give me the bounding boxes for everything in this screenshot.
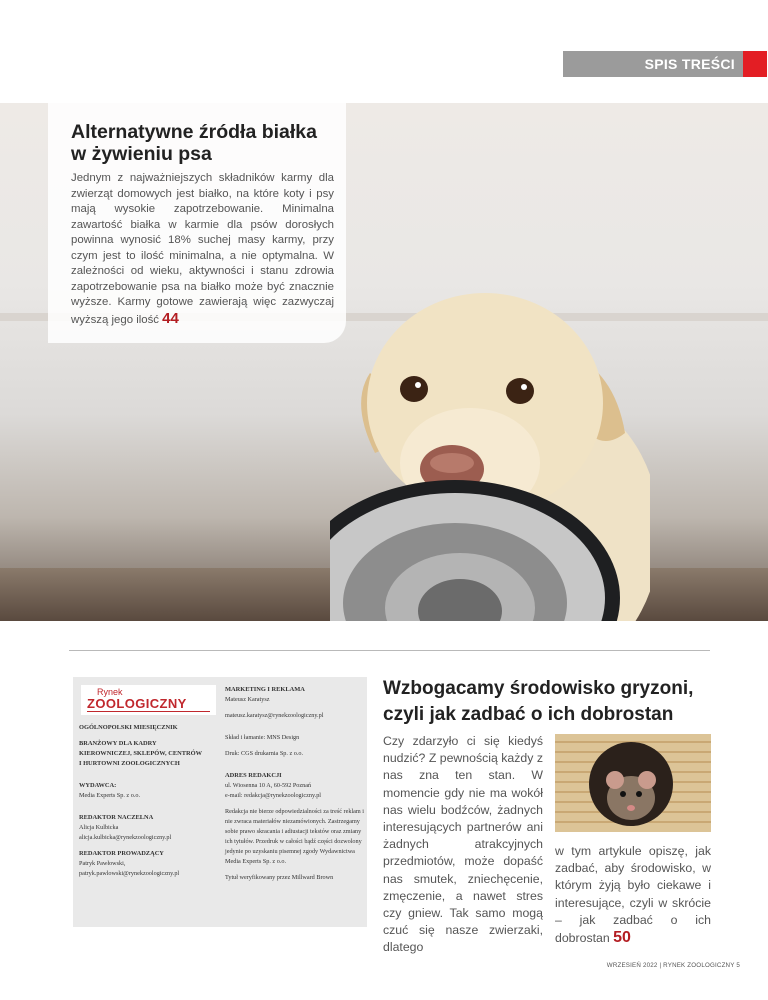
article-lead-col1: Czy zdarzyło ci się kiedyś nudzić? Z pewnością każdy z nas zna ten stan. W momencie gdy nie ma wokół nas wielu bodźców, żadnych interesujących partnerów ani żadnych atrakcyjnych przedmiotów, może dopaść nas smutek, zniechęcenie, zmęczenie, a nawet stres czy gniew. Tak samo mogą czuć się nasze zwierzaki, dlatego — [383, 734, 543, 955]
page-number[interactable]: 44 — [162, 309, 179, 327]
article-title: Alternatywne źródła białka w żywieniu psa — [71, 121, 317, 165]
article-lead-col2: w tym artykule opiszę, jak zadbać, aby środowisko, w którym żyją było ciekawe i interesujące, czyli w skrócie – jak zadbać o ich dobrostan 50 — [555, 844, 711, 947]
managing-editor-email: patryk.pawlowski@rynekzoologiczny.pl — [79, 870, 180, 877]
section-accent — [743, 51, 767, 77]
dog-with-bowl-illustration — [330, 203, 650, 621]
publisher-label: WYDAWCA: — [79, 782, 117, 789]
marketing-email: mateusz.karatysz@rynekzoologiczny.pl — [225, 712, 324, 719]
article-teaser-protein[interactable] — [48, 103, 346, 343]
publisher-name: Media Experts Sp. z o.o. — [79, 792, 141, 799]
section-tab — [563, 51, 767, 77]
managing-editor-label: REDAKTOR PROWADZĄCY — [79, 850, 164, 857]
article-title-rodents[interactable]: Wzbogacamy środowisko gryzoni, czyli jak zadbać o ich dobrostan — [383, 678, 694, 725]
section-label: SPIS TREŚCI — [644, 56, 735, 72]
editor-label: REDAKTOR NACZELNA — [79, 814, 154, 821]
section-divider — [69, 650, 710, 651]
imprint-box — [73, 677, 367, 927]
disclaimer: Redakcja nie bierze odpowiedzialności za treść reklam i nie zwraca materiałów niezamówionych. Zastrzegamy sobie prawo skracania i adiustacji tekstów oraz zmiany ich tytułów. Przedruk w całości bądź części dozwolony jedynie po uzyskaniu pisemnej zgody Wydawnictwa Media Experts Sp. z o.o. — [225, 808, 364, 865]
page-number[interactable]: 50 — [613, 929, 631, 947]
imprint-right-column: MARKETING I REKLAMA Mateusz Karatysz mateusz.karatysz@rynekzoologiczny.pl Skład i łamanie: MNS Design Druk: CGS drukarnia Sp. z o.o. ADRES REDAKCJI ul. Wiosenna 10 A, 60-592 Poznań e-mail: redakcja@rynekzoologiczny.pl Redakcja nie bierze odpowiedzialności za treść reklam i nie zwraca materiałów niezamówionych. Zastrzegamy sobie prawo skracania i adiustacji tekstów oraz zmiany ich tytułów. Przedruk w całości bądź części dozwolony jedynie po uzyskaniu pisemnej zgody Wydawnictwa Media Experts Sp. z o.o. Tytuł weryfikowany przez Millward Brown — [225, 686, 364, 881]
page-footer: WRZESIEŃ 2022 | RYNEK ZOOLOGICZNY 5 — [606, 962, 740, 969]
article-lead: Jednym z najważniejszych składników karmy dla zwierząt domowych jest białko, na które koty i psy mają wysokie zapotrzebowanie. Minimalna zawartość białka w karmie dla psów dorosłych powinna wynosić 18% suchej masy karmy, przy czym jest to ilość minimalna, a nie optymalna. W zależności od wieku, aktywności i stanu zdrowia zapotrzebowanie psa na białko może być znacznie wyższe. Karmy gotowe zawierają więc zazwyczaj wyższą jego ilość 44 — [71, 172, 334, 327]
editor-email: alicja.kulbicka@rynekzoologiczny.pl — [79, 834, 172, 841]
address-email: e-mail: redakcja@rynekzoologiczny.pl — [225, 792, 322, 799]
rat-photo — [555, 734, 711, 832]
imprint-left-column: OGÓLNOPOLSKI MIESIĘCZNIK BRANŻOWY DLA KADRY KIEROWNICZEJ, SKLEPÓW, CENTRÓW I HURTOWNI ZOOLOGICZNYCH WYDAWCA: Media Experts Sp. z o.o. REDAKTOR NACZELNA Alicja Kulbicka alicja.kulbicka@rynekzoologiczny.pl REDAKTOR PROWADZĄCY Patryk Pawłowski, patryk.pawlowski@rynekzoologiczny.pl — [79, 723, 219, 879]
magazine-logo: Rynek ZOOLOGICZNY — [81, 685, 216, 715]
